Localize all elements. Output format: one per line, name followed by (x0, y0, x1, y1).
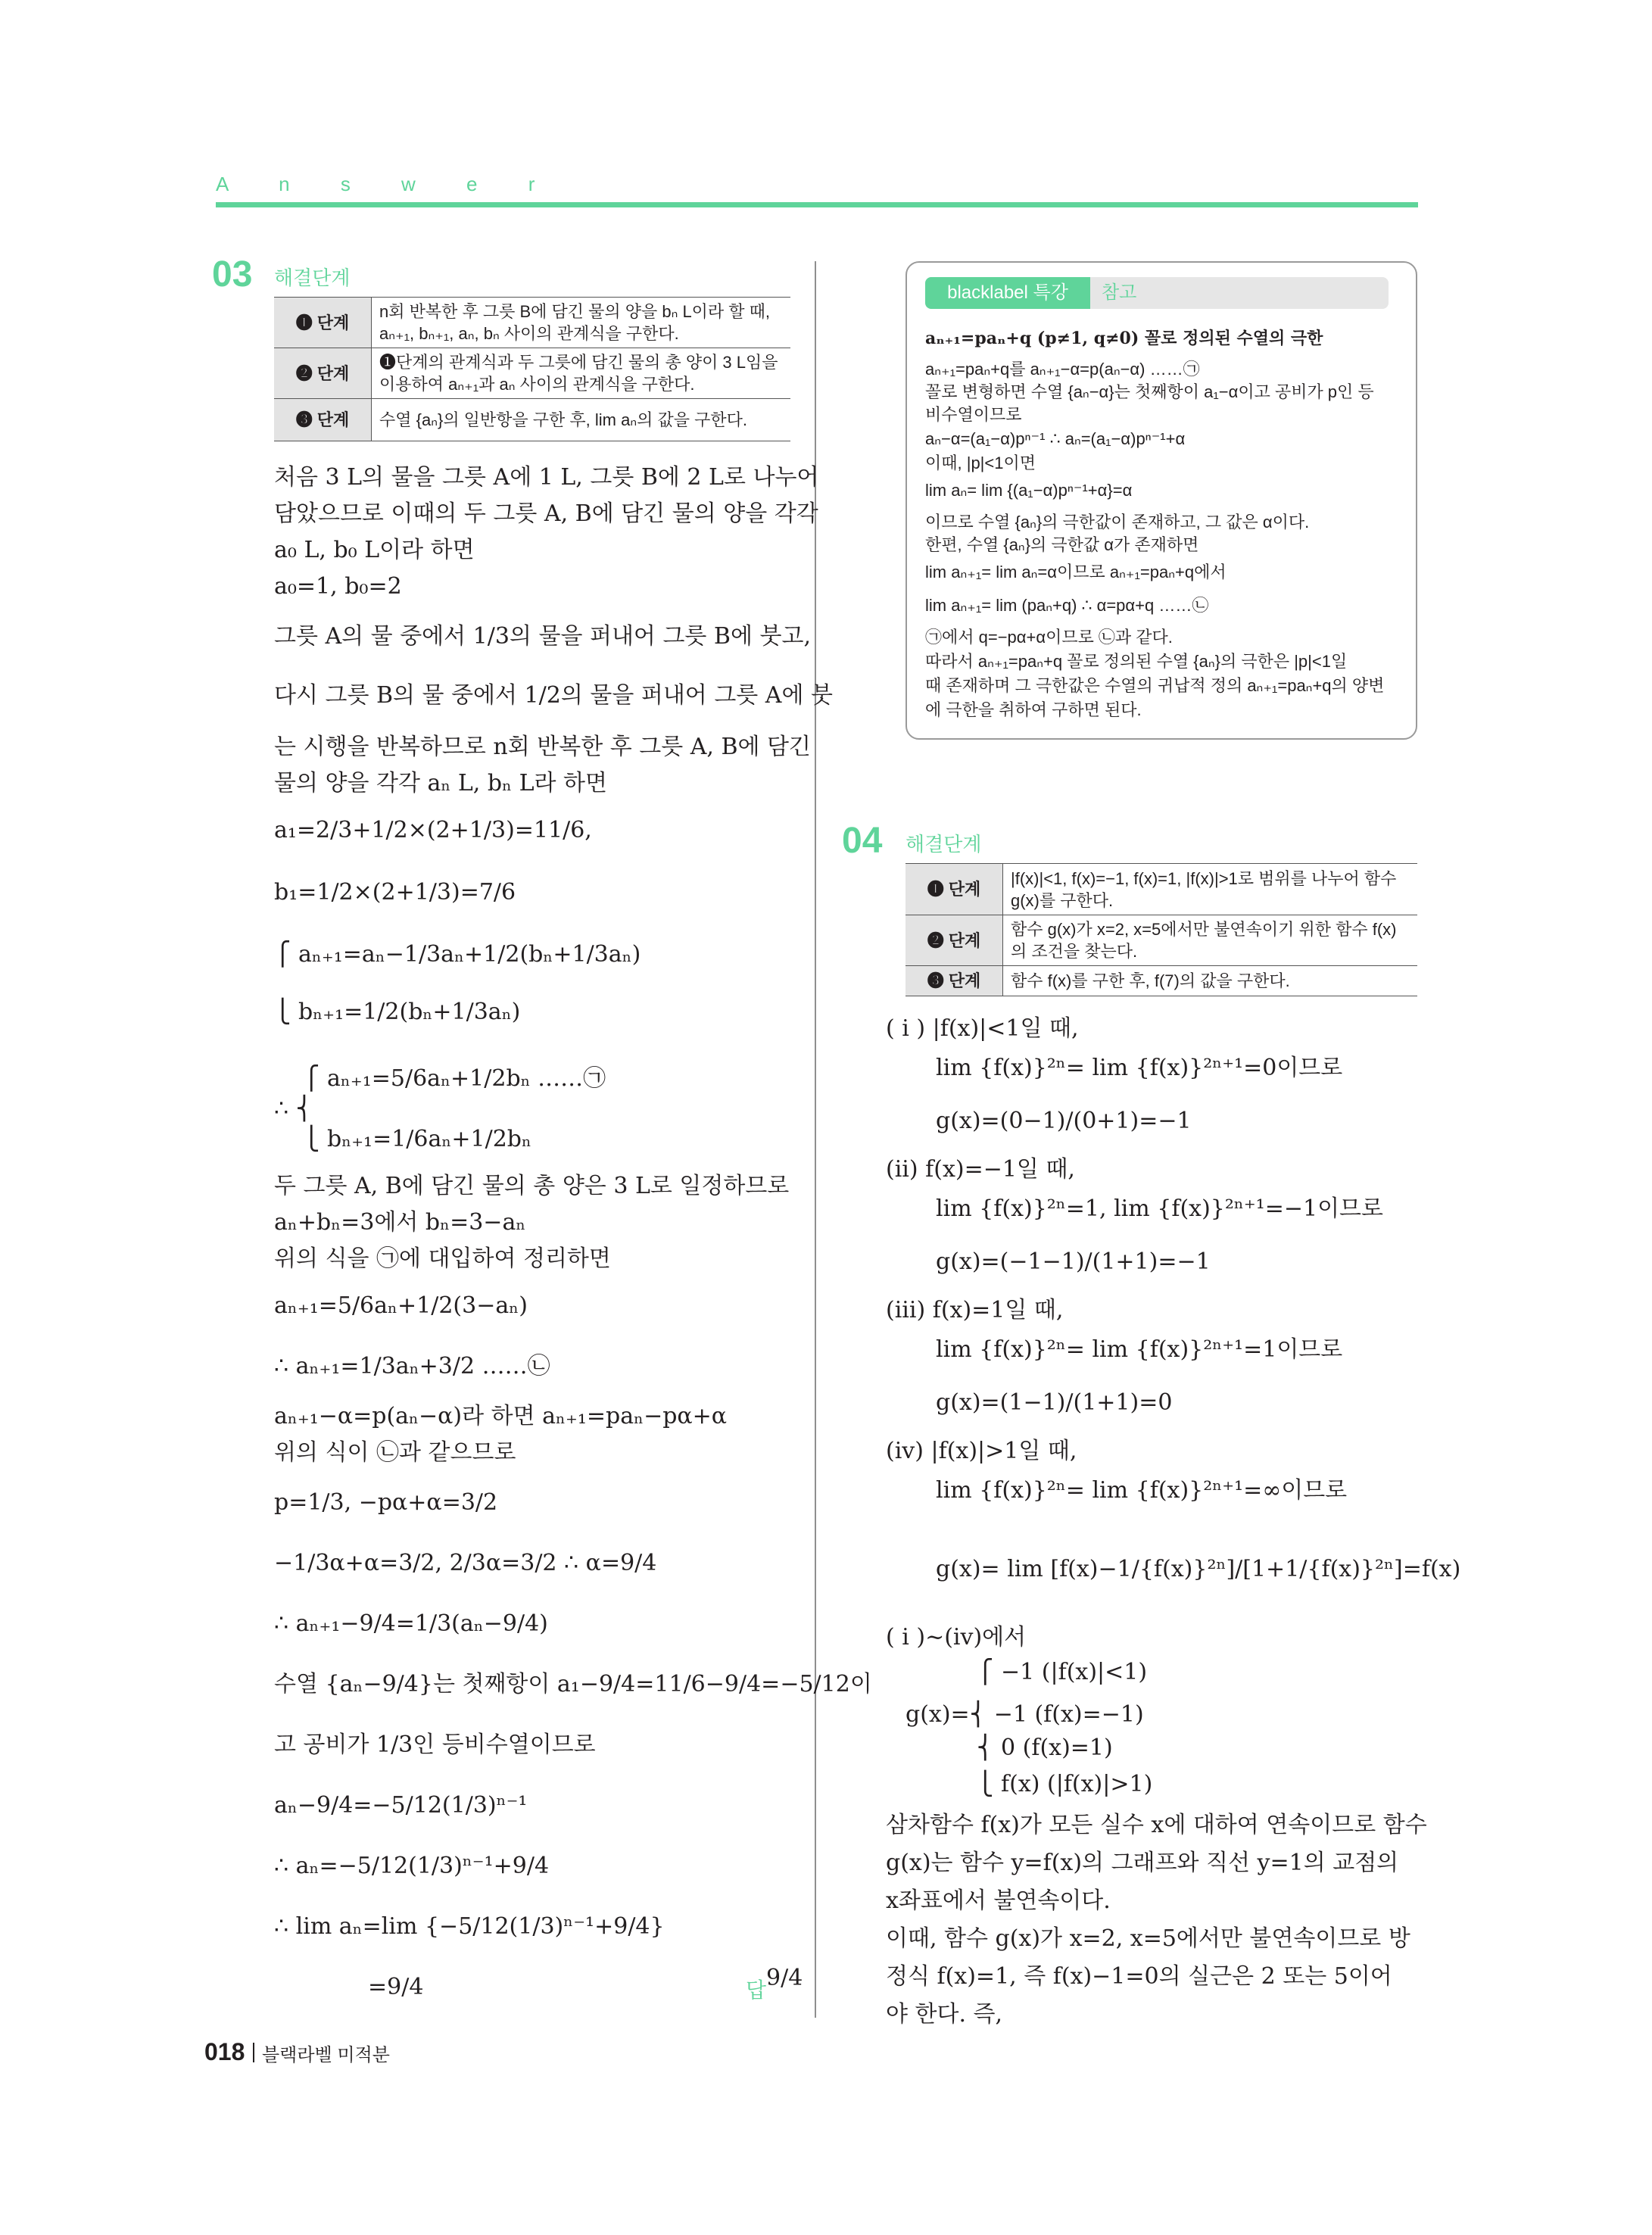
solution-line: (iii) f(x)=1일 때, (886, 1297, 1064, 1323)
reference-line: lim aₙ₊₁= lim (paₙ+q) ∴ α=pα+q ……㉡ (925, 596, 1209, 615)
footer-divider (253, 2043, 254, 2062)
solution-line: =9/4 (368, 1974, 424, 2000)
step-row (274, 399, 790, 441)
reference-line: ㉠에서 q=−pα+α이므로 ㉡과 같다. (925, 628, 1173, 647)
step-row (905, 864, 1417, 915)
step-label: ❷ 단계 (905, 915, 1003, 966)
reference-line: 에 극한을 취하여 구하면 된다. (925, 700, 1142, 719)
reference-line: lim aₙ₊₁= lim aₙ=α이므로 aₙ₊₁=paₙ+q에서 (925, 563, 1227, 581)
solution-line: ⎧ −1 (|f(x)|<1) (977, 1659, 1148, 1685)
solution-line: aₙ+bₙ=3에서 bₙ=3−aₙ (274, 1209, 526, 1236)
header-rule (216, 202, 1418, 207)
solution-line: 위의 식을 ㉠에 대입하여 정리하면 (274, 1245, 611, 1272)
solution-line: lim {f(x)}²ⁿ= lim {f(x)}²ⁿ⁺¹=0이므로 (936, 1055, 1343, 1081)
step-row (274, 348, 790, 399)
solution-line: ( i )~(iv)에서 (886, 1624, 1027, 1651)
solution-line: aₙ₊₁−α=p(aₙ−α)라 하면 aₙ₊₁=paₙ−pα+α (274, 1403, 728, 1429)
reference-line: 따라서 aₙ₊₁=paₙ+q 꼴로 정의된 수열 {aₙ}의 극한은 |p|<1일 (925, 652, 1348, 671)
reference-line: 때 존재하며 그 극한값은 수열의 귀납적 정의 aₙ₊₁=paₙ+q의 양변 (925, 676, 1385, 695)
step-text: ❶단계의 관계식과 두 그릇에 담긴 물의 총 양이 3 L임을 이용하여 aₙ₊₁과 aₙ 사이의 관계식을 구한다. (372, 348, 791, 399)
solution-line: ∴ lim aₙ=lim {−5/12(1/3)ⁿ⁻¹+9/4} (274, 1913, 665, 1940)
solution-line: g(x)=(−1−1)/(1+1)=−1 (936, 1248, 1211, 1275)
page-number: 018 (204, 2038, 245, 2065)
solution-line: −1/3α+α=3/2, 2/3α=3/2 ∴ α=9/4 (274, 1550, 657, 1576)
reference-line: 이므로 수열 {aₙ}의 극한값이 존재하고, 그 값은 α이다. (925, 513, 1310, 531)
step-text: n회 반복한 후 그릇 B에 담긴 물의 양을 bₙ L이라 할 때, aₙ₊₁, bₙ₊₁, aₙ, bₙ 사이의 관계식을 구한다. (372, 298, 791, 348)
reference-tab: blacklabel 특강 (925, 277, 1090, 309)
solution-line: aₙ−9/4=−5/12(1/3)ⁿ⁻¹ (274, 1792, 528, 1819)
problem-04-steps-table (905, 863, 1417, 996)
solution-line: ⎩ f(x) (|f(x)|>1) (977, 1771, 1153, 1797)
solution-line: a₀ L, b₀ L이라 하면 (274, 537, 475, 563)
section-label: A n s w e r (216, 173, 558, 195)
solution-line: 는 시행을 반복하므로 n회 반복한 후 그릇 A, B에 담긴 (274, 734, 812, 760)
solution-line: g(x)=(1−1)/(1+1)=0 (936, 1389, 1173, 1416)
step-label: ❸ 단계 (905, 966, 1003, 996)
step-text: 수열 {aₙ}의 일반항을 구한 후, lim aₙ의 값을 구한다. (372, 399, 791, 441)
answer-value: 9/4 (766, 1965, 803, 1991)
reference-line: lim aₙ= lim {(a₁−α)pⁿ⁻¹+α}=α (925, 481, 1133, 500)
solution-line: ⎧ aₙ₊₁=aₙ−1/3aₙ+1/2(bₙ+1/3aₙ) (274, 941, 641, 968)
step-label: ❷ 단계 (274, 348, 372, 399)
solution-line: 고 공비가 1/3인 등비수열이므로 (274, 1732, 596, 1758)
step-text: |f(x)|<1, f(x)=−1, f(x)=1, |f(x)|>1로 범위를 나누어 함수 g(x)를 구한다. (1003, 864, 1418, 915)
solution-line: (ii) f(x)=−1일 때, (886, 1156, 1075, 1183)
step-text: 함수 f(x)를 구한 후, f(7)의 값을 구한다. (1003, 966, 1418, 996)
solution-line: ∴ aₙ₊₁=1/3aₙ+3/2 ……㉡ (274, 1353, 550, 1379)
solution-line: 위의 식이 ㉡과 같으므로 (274, 1439, 516, 1466)
solution-line: ∴ ⎨ (274, 1096, 313, 1122)
reference-title: aₙ₊₁=paₙ+q (p≠1, q≠0) 꼴로 정의된 수열의 극한 (925, 329, 1323, 348)
solution-line: ∴ aₙ=−5/12(1/3)ⁿ⁻¹+9/4 (274, 1853, 550, 1879)
reference-line: 이때, |p|<1이면 (925, 454, 1036, 472)
solution-line: 야 한다. 즉, (886, 2001, 1003, 2028)
solution-line: 삼차함수 f(x)가 모든 실수 x에 대하여 연속이므로 함수 (886, 1812, 1427, 1838)
solution-line: 그릇 A의 물 중에서 1/3의 물을 퍼내어 그릇 B에 붓고, (274, 623, 811, 650)
solution-line: 담았으므로 이때의 두 그릇 A, B에 담긴 물의 양을 각각 (274, 500, 818, 527)
problem-04-number: 04 (842, 821, 883, 861)
solution-line: lim {f(x)}²ⁿ=1, lim {f(x)}²ⁿ⁺¹=−1이므로 (936, 1195, 1384, 1222)
step-label: ❶ 단계 (905, 864, 1003, 915)
step-row (905, 915, 1417, 966)
solution-line: lim {f(x)}²ⁿ= lim {f(x)}²ⁿ⁺¹=1이므로 (936, 1336, 1343, 1363)
solution-line: ∴ aₙ₊₁−9/4=1/3(aₙ−9/4) (274, 1610, 548, 1637)
problem-04-heading: 해결단계 (905, 833, 982, 856)
solution-line: b₁=1/2×(2+1/3)=7/6 (274, 879, 516, 906)
solution-line: g(x)= lim [f(x)−1/{f(x)}²ⁿ]/[1+1/{f(x)}²ⁿ]=f(x) (936, 1556, 1461, 1582)
solution-line: ⎩ bₙ₊₁=1/2(bₙ+1/3aₙ) (274, 999, 521, 1025)
solution-line: (iv) |f(x)|>1일 때, (886, 1438, 1077, 1464)
solution-line: g(x)=⎨ −1 (f(x)=−1) (905, 1701, 1144, 1728)
solution-line: ⎩ bₙ₊₁=1/6aₙ+1/2bₙ (303, 1126, 531, 1152)
solution-line: aₙ₊₁=5/6aₙ+1/2(3−aₙ) (274, 1292, 528, 1319)
solution-line: 정식 f(x)=1, 즉 f(x)−1=0의 실근은 2 또는 5이어 (886, 1963, 1392, 1990)
reference-line: 한편, 수열 {aₙ}의 극한값 α가 존재하면 (925, 535, 1199, 554)
solution-line: 이때, 함수 g(x)가 x=2, x=5에서만 불연속이므로 방 (886, 1925, 1410, 1952)
step-text: 함수 g(x)가 x=2, x=5에서만 불연속이기 위한 함수 f(x)의 조건을 찾는다. (1003, 915, 1418, 966)
solution-line: p=1/3, −pα+α=3/2 (274, 1489, 498, 1516)
problem-03-steps-table (274, 297, 790, 441)
solution-line: 처음 3 L의 물을 그릇 A에 1 L, 그릇 B에 2 L로 나누어 (274, 464, 819, 491)
solution-line: lim {f(x)}²ⁿ= lim {f(x)}²ⁿ⁺¹=∞이므로 (936, 1477, 1348, 1504)
step-row (905, 966, 1417, 996)
step-row (274, 298, 790, 348)
solution-line: 두 그릇 A, B에 담긴 물의 총 양은 3 L로 일정하므로 (274, 1173, 790, 1199)
reference-line: aₙ−α=(a₁−α)pⁿ⁻¹ ∴ aₙ=(a₁−α)pⁿ⁻¹+α (925, 429, 1186, 448)
reference-line: 비수열이므로 (925, 405, 1022, 424)
problem-03-number: 03 (212, 254, 253, 295)
solution-line: a₁=2/3+1/2×(2+1/3)=11/6, (274, 817, 592, 843)
solution-line: 물의 양을 각각 aₙ L, bₙ L라 하면 (274, 770, 607, 796)
reference-line: 꼴로 변형하면 수열 {aₙ−α}는 첫째항이 a₁−α이고 공비가 p인 등 (925, 382, 1374, 401)
step-label: ❶ 단계 (274, 298, 372, 348)
solution-line: ⎨ 0 (f(x)=1) (977, 1735, 1113, 1761)
solution-line: x좌표에서 불연속이다. (886, 1887, 1111, 1914)
book-title: 블랙라벨 미적분 (262, 2045, 390, 2065)
solution-line: a₀=1, b₀=2 (274, 573, 402, 600)
solution-line: ⎧ aₙ₊₁=5/6aₙ+1/2bₙ ……㉠ (303, 1065, 606, 1092)
solution-line: 수열 {aₙ−9/4}는 첫째항이 a₁−9/4=11/6−9/4=−5/12이 (274, 1671, 872, 1697)
problem-03-heading: 해결단계 (274, 267, 351, 289)
reference-line: aₙ₊₁=paₙ+q를 aₙ₊₁−α=p(aₙ−α) ……㉠ (925, 360, 1200, 379)
reference-tab-note: 참고 (1102, 282, 1137, 303)
solution-line: g(x)는 함수 y=f(x)의 그래프와 직선 y=1의 교점의 (886, 1850, 1399, 1876)
solution-line: 다시 그릇 B의 물 중에서 1/2의 물을 퍼내어 그릇 A에 붓 (274, 682, 833, 709)
solution-line: g(x)=(0−1)/(0+1)=−1 (936, 1108, 1192, 1134)
answer-label: 답 (746, 1978, 767, 2002)
step-label: ❸ 단계 (274, 399, 372, 441)
solution-line: ( i ) |f(x)|<1일 때, (886, 1015, 1079, 1042)
